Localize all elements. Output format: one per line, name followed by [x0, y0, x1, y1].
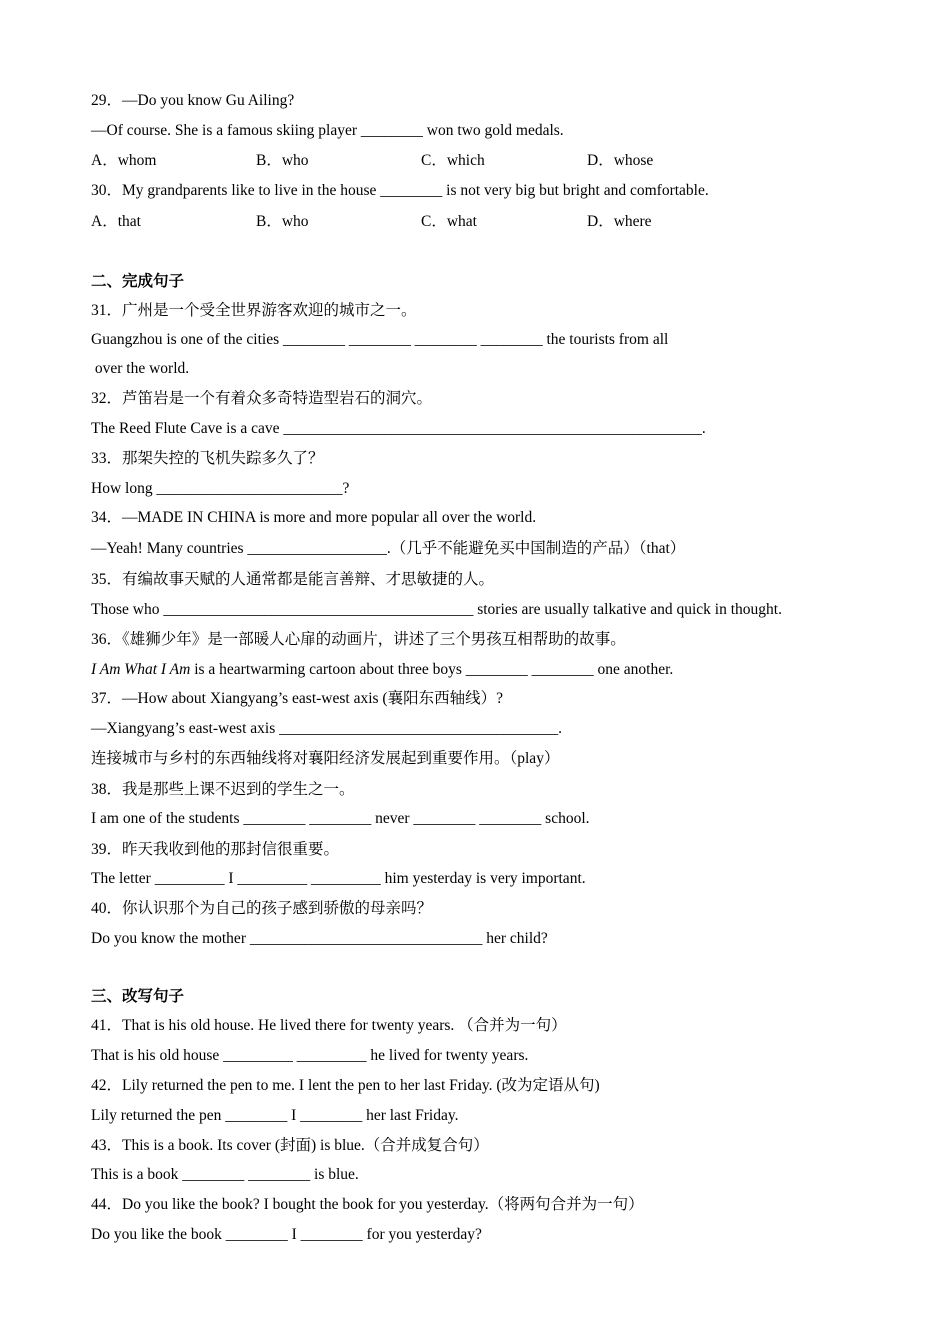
q31-cn: 31．广州是一个受全世界游客欢迎的城市之一。 [91, 302, 417, 319]
q41-stem: 41．That is his old house. He lived there for twenty years. （合并为一句） [91, 1017, 567, 1034]
q36-cn: 36．《雄狮少年》是一部暖人心扉的动画片，讲述了三个男孩互相帮助的故事。 [91, 631, 626, 648]
q29-option-c: C．which [421, 152, 485, 169]
q39-cn: 39．昨天我收到他的那封信很重要。 [91, 841, 340, 858]
q38-cn: 38．我是那些上课不迟到的学生之一。 [91, 781, 355, 798]
q33-cn: 33．那架失控的飞机失踪多久了？ [91, 450, 324, 467]
q30-option-a: A．that [91, 213, 141, 230]
q29-option-a: A．whom [91, 152, 157, 169]
q30-option-c: C．what [421, 213, 477, 230]
q31-en2: over the world. [91, 360, 190, 377]
q29-option-d: D．whose [587, 152, 654, 169]
q43-stem: 43．This is a book. Its cover (封面) is blue.（合并成复合句） [91, 1137, 489, 1154]
q34-en2: —Yeah! Many countries __________________.（几乎不能避免买中国制造的产品）（that） [91, 540, 686, 557]
q38-en: I am one of the students ________ ________ never ________ ________ school. [91, 810, 590, 827]
q30-option-d: D．where [587, 213, 652, 230]
q36-en-rest: is a heartwarming cartoon about three boys ________ ________ one another. [190, 661, 674, 678]
q39-en: The letter _________ I _________ _________ him yesterday is very important. [91, 870, 586, 887]
section3-title: 三、改写句子 [91, 988, 185, 1005]
q36-en [91, 660, 673, 680]
q37-en1: 37．—How about Xiangyang’s east-west axis (襄阳东西轴线）? [91, 690, 503, 707]
q37-cn: 连接城市与乡村的东西轴线将对襄阳经济发展起到重要作用。（play） [91, 750, 560, 767]
q30-stem: 30．My grandparents like to live in the house ________ is not very big but bright and comfortable. [91, 182, 709, 199]
q37-en2: —Xiangyang’s east-west axis ____________________________________. [91, 720, 562, 737]
q35-cn: 35．有编故事天赋的人通常都是能言善辩、才思敏捷的人。 [91, 571, 495, 588]
q43-answer: This is a book ________ ________ is blue. [91, 1166, 359, 1183]
q31-en1: Guangzhou is one of the cities ________ ________ ________ ________ the tourists from all [91, 331, 669, 348]
q29-option-b: B．who [256, 152, 309, 169]
q42-answer: Lily returned the pen ________ I ________ her last Friday. [91, 1107, 459, 1124]
q41-answer: That is his old house _________ _________ he lived for twenty years. [91, 1047, 529, 1064]
q29-line2: —Of course. She is a famous skiing player ________ won two gold medals. [91, 122, 564, 139]
q40-en: Do you know the mother ______________________________ her child? [91, 930, 548, 947]
q30-option-b: B．who [256, 213, 309, 230]
q36-film-title: I Am What I Am [91, 661, 191, 678]
q32-cn: 32．芦笛岩是一个有着众多奇特造型岩石的洞穴。 [91, 390, 433, 407]
q44-answer: Do you like the book ________ I ________ for you yesterday? [91, 1226, 482, 1243]
q29-stem: 29．—Do you know Gu Ailing? [91, 92, 295, 109]
q35-en: Those who ________________________________________ stories are usually talkative and quick in thought. [91, 601, 782, 618]
q44-stem: 44．Do you like the book? I bought the book for you yesterday.（将两句合并为一句） [91, 1196, 644, 1213]
q33-en: How long ________________________? [91, 480, 350, 497]
q34-en1: 34．—MADE IN CHINA is more and more popular all over the world. [91, 509, 537, 526]
section2-title: 二、完成句子 [91, 273, 185, 290]
q42-stem: 42．Lily returned the pen to me. I lent the pen to her last Friday. (改为定语从句) [91, 1077, 600, 1094]
q32-en: The Reed Flute Cave is a cave ______________________________________________________. [91, 420, 706, 437]
q40-cn: 40．你认识那个为自己的孩子感到骄傲的母亲吗？ [91, 900, 433, 917]
